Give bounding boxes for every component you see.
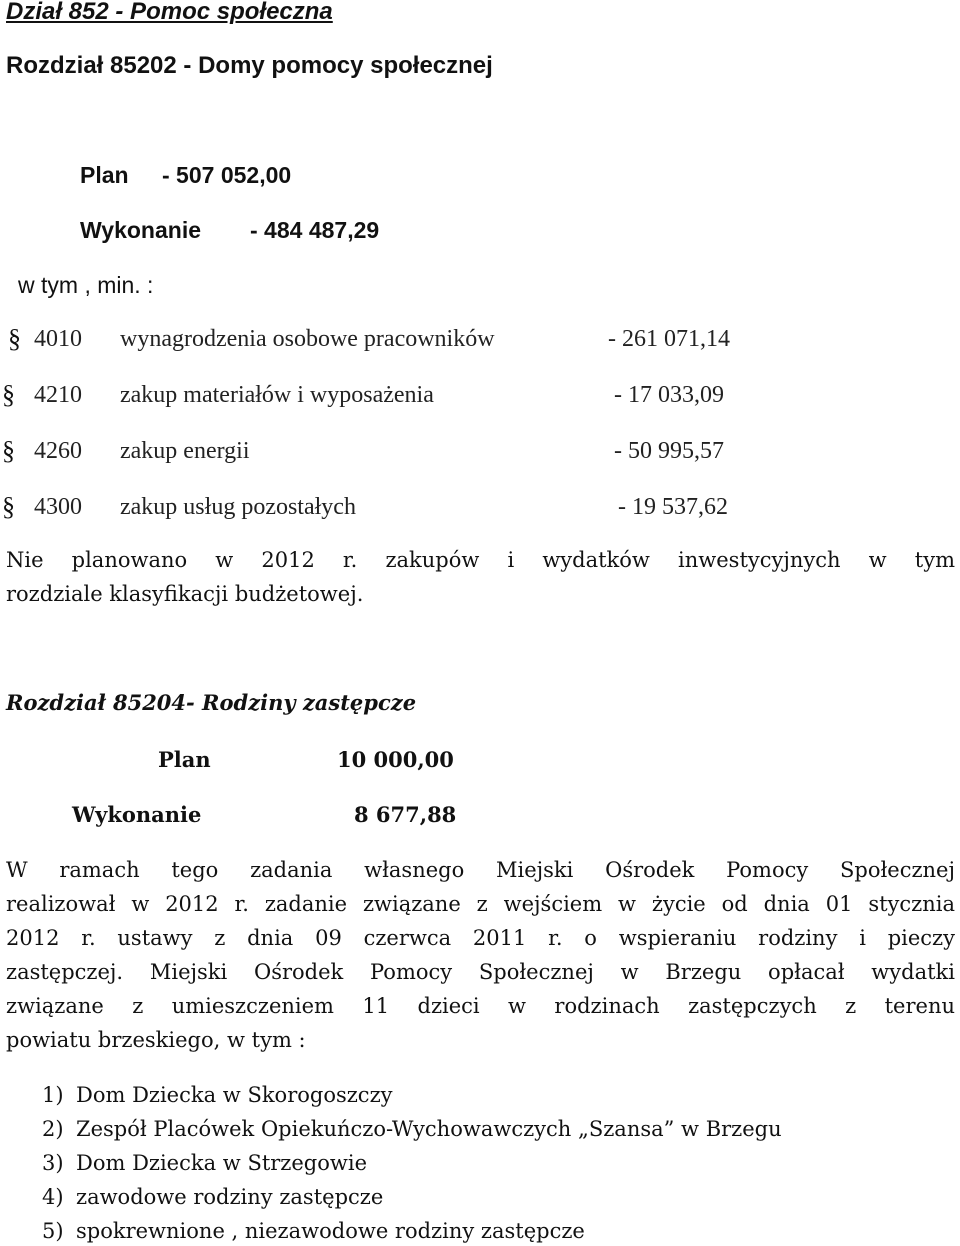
expense-item [2, 492, 24, 522]
expense-amount: - 19 537,62 [618, 494, 728, 520]
expense-code: 4260 [34, 438, 82, 464]
expense-amount: - 17 033,09 [614, 382, 724, 408]
expense-item [2, 436, 24, 466]
paragraph-line: W ramach tego zadania własnego Miejski Ośrodek Pomocy Społecznej [6, 858, 955, 882]
execution-label: Wykonanie [72, 802, 202, 827]
expense-desc: zakup usług pozostałych [120, 494, 356, 520]
list-item [42, 1185, 383, 1209]
section-sign-icon: § [2, 380, 15, 409]
list-text: Dom Dziecka w Skorogoszczy [76, 1083, 393, 1107]
expense-code: 4010 [34, 326, 82, 352]
section-sign-icon: § [2, 492, 15, 521]
list-number: 3) [42, 1151, 64, 1175]
list-number: 2) [42, 1117, 64, 1141]
section-heading: Dział 852 - Pomoc społeczna [6, 0, 333, 25]
execution-label: Wykonanie [80, 217, 201, 243]
list-item [42, 1083, 393, 1107]
expense-item [8, 324, 30, 354]
note-line: rozdziale klasyfikacji budżetowej. [6, 582, 364, 606]
plan-label: Plan [158, 747, 211, 772]
list-text: zawodowe rodziny zastępcze [76, 1185, 384, 1209]
plan-value: 10 000,00 [337, 747, 454, 772]
breakdown-intro: w tym , min. : [18, 272, 154, 298]
section-sign-icon: § [2, 436, 15, 465]
chapter-title: Rozdział 85204- Rodziny zastępcze [6, 690, 417, 715]
expense-desc: wynagrodzenia osobowe pracowników [120, 326, 495, 352]
expense-amount: - 261 071,14 [608, 326, 730, 352]
paragraph-line: związane z umieszczeniem 11 dzieci w rodzinach zastępczych z terenu [6, 994, 955, 1018]
expense-desc: zakup energii [120, 438, 250, 464]
paragraph-line: 2012 r. ustawy z dnia 09 czerwca 2011 r. o wspieraniu rodziny i pieczy [6, 926, 955, 950]
paragraph-line: powiatu brzeskiego, w tym : [6, 1028, 306, 1052]
expense-item [2, 380, 24, 410]
chapter-title: Rozdział 85202 - Domy pomocy społecznej [6, 52, 493, 79]
execution-value: 8 677,88 [354, 802, 457, 827]
execution-value: - 484 487,29 [250, 217, 380, 243]
list-item [42, 1219, 585, 1243]
paragraph-line: realizował w 2012 r. zadanie związane z wejściem w życie od dnia 01 stycznia [6, 892, 955, 916]
note-line: Nie planowano w 2012 r. zakupów i wydatków inwestycyjnych w tym [6, 548, 955, 572]
list-item [42, 1151, 367, 1175]
list-text: Zespół Placówek Opiekuńczo-Wychowawczych „Szansa” w Brzegu [76, 1117, 782, 1141]
list-number: 5) [42, 1219, 64, 1243]
list-number: 4) [42, 1185, 64, 1209]
plan-value: - 507 052,00 [162, 162, 292, 188]
list-item [42, 1117, 782, 1141]
list-text: spokrewnione , niezawodowe rodziny zastępcze [76, 1219, 585, 1243]
list-text: Dom Dziecka w Strzegowie [76, 1151, 368, 1175]
plan-label: Plan [80, 162, 129, 188]
expense-amount: - 50 995,57 [614, 438, 724, 464]
expense-desc: zakup materiałów i wyposażenia [120, 382, 434, 408]
expense-code: 4210 [34, 382, 82, 408]
paragraph-line: zastępczej. Miejski Ośrodek Pomocy Społecznej w Brzegu opłacał wydatki [6, 960, 955, 984]
section-sign-icon: § [8, 324, 21, 353]
list-number: 1) [42, 1083, 64, 1107]
expense-code: 4300 [34, 494, 82, 520]
